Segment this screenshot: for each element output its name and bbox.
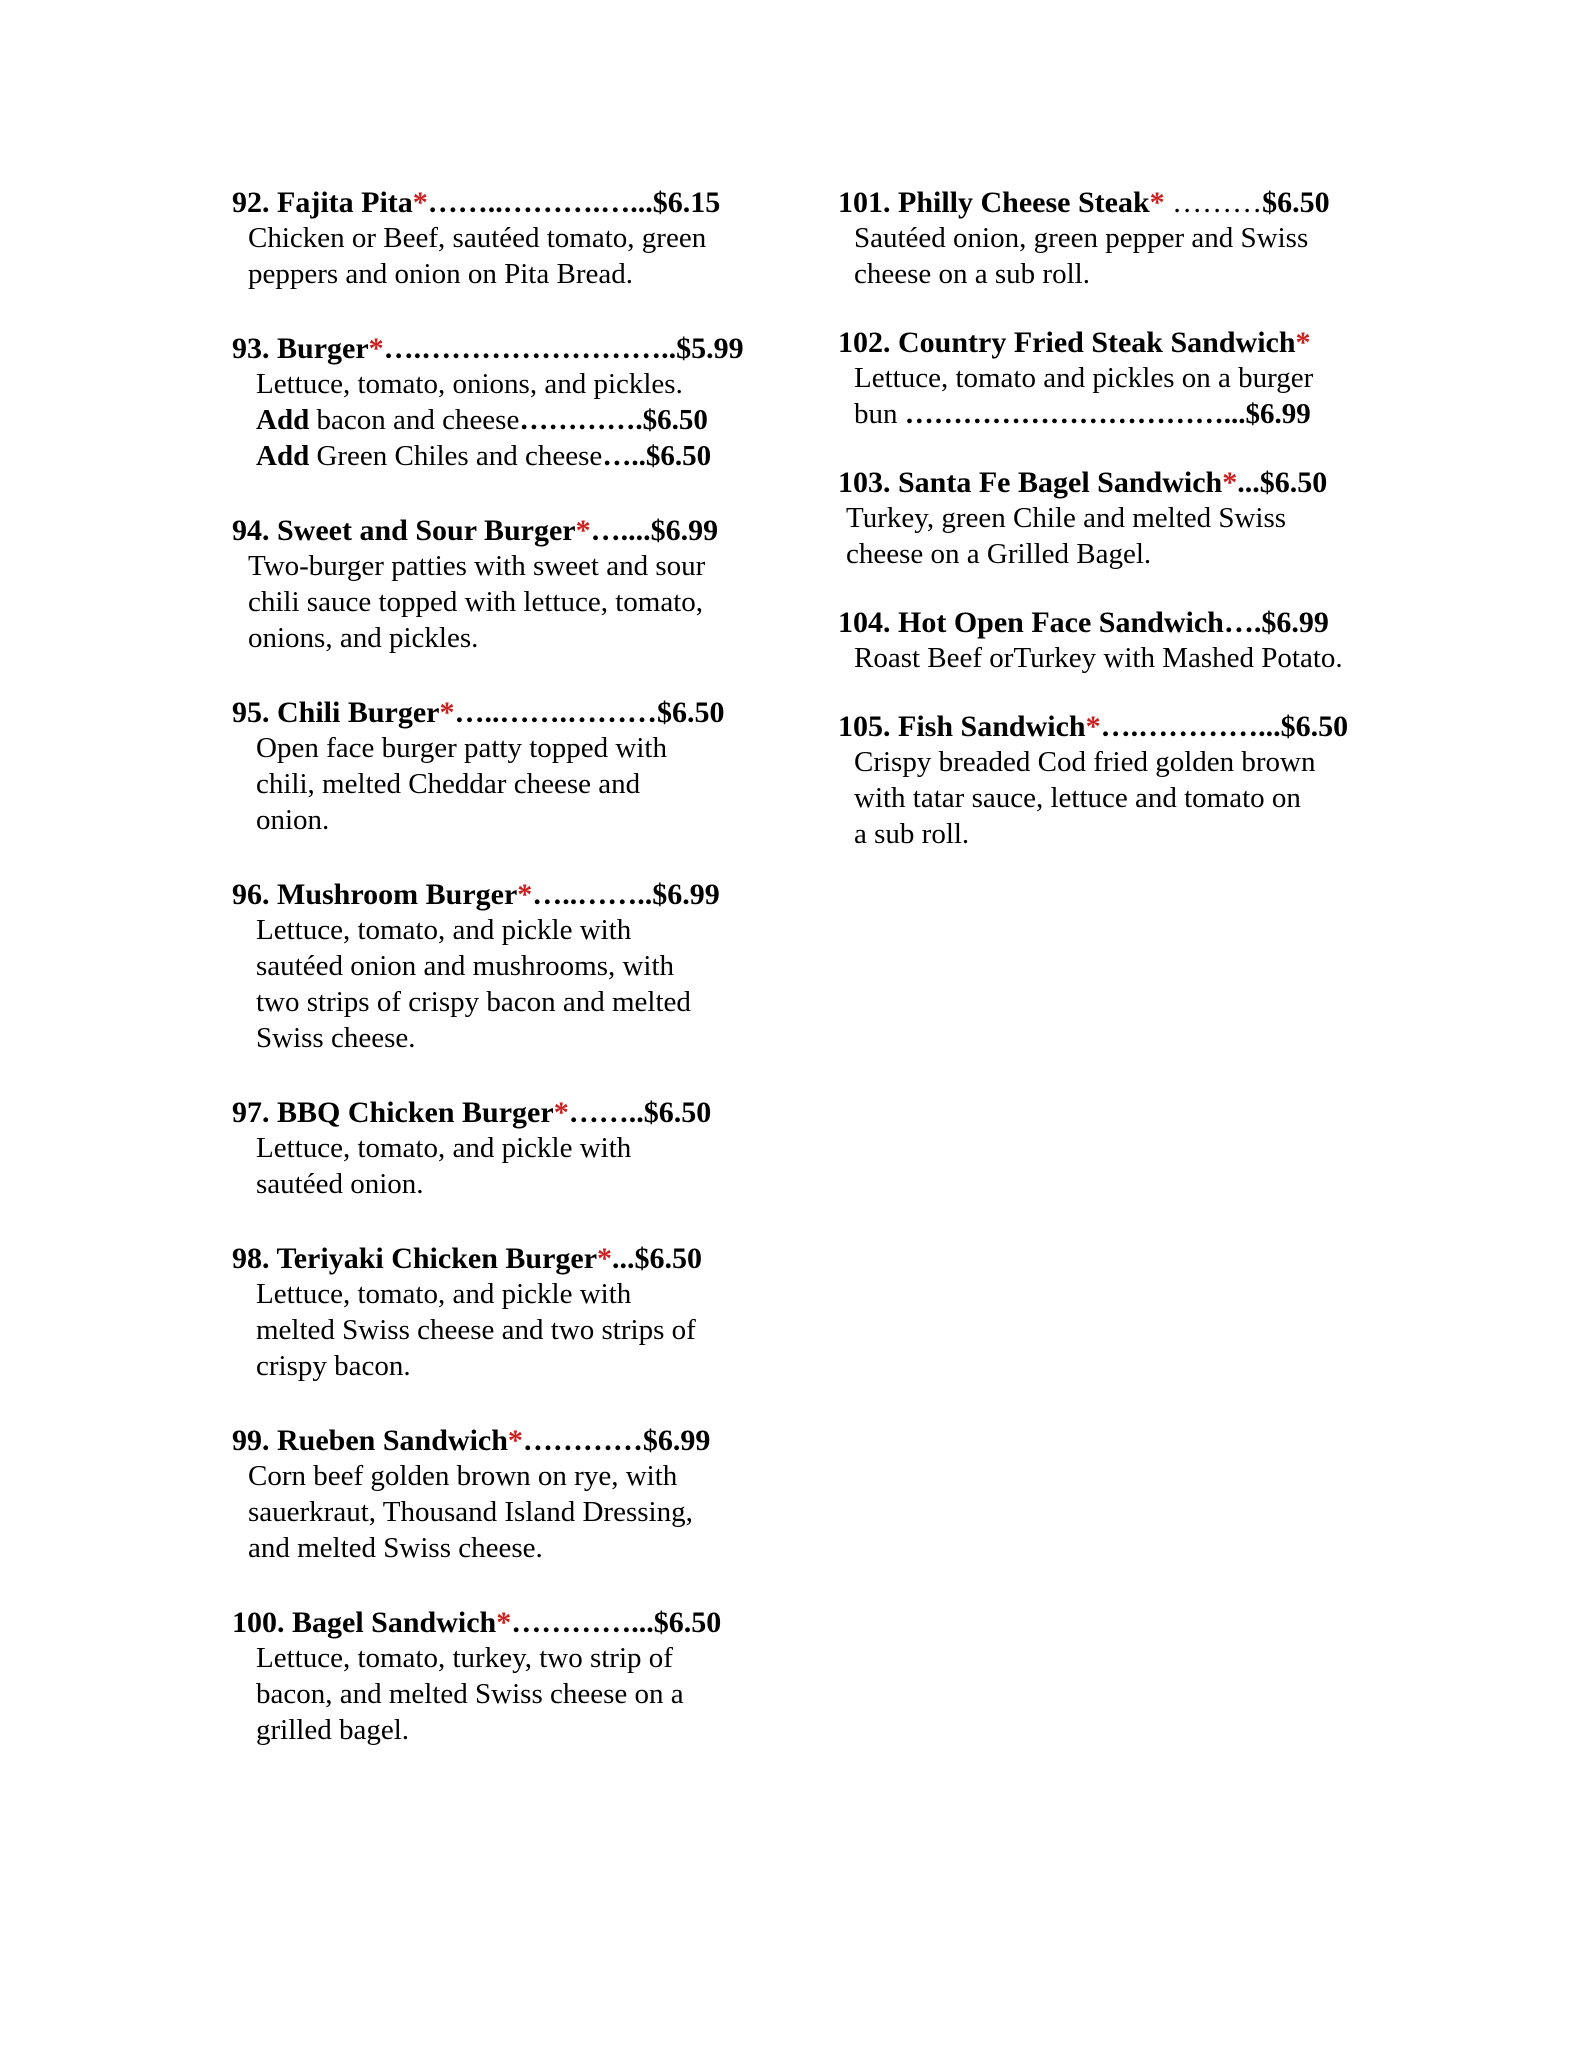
item-description: cheese on a sub roll. (854, 258, 1090, 290)
item-description: onion. (256, 804, 330, 836)
item-description: sautéed onion and mushrooms, with (256, 950, 675, 982)
item-description: Swiss cheese. (256, 1022, 416, 1054)
item-description: Open face burger patty topped with (256, 732, 667, 764)
item-description: Lettuce, tomato, and pickle with (256, 914, 632, 946)
left-column (232, 186, 772, 1748)
item-heading: 92. Fajita Pita*……..……….…...$6.15 (232, 186, 721, 219)
item-description: Two-burger patties with sweet and sour (248, 550, 706, 582)
item-description: Sautéed onion, green pepper and Swiss (854, 222, 1309, 254)
item-description: onions, and pickles. (248, 622, 479, 654)
right-column (838, 186, 1398, 852)
menu-item-103 (838, 466, 1398, 572)
item-description: Lettuce, tomato and pickles on a burger (854, 362, 1314, 394)
item-heading: 95. Chili Burger*…..…….………$6.50 (232, 696, 725, 729)
menu-item-92 (232, 186, 772, 292)
addon-line: Add bacon and cheese………….$6.50 (256, 404, 708, 436)
item-description: Lettuce, tomato, and pickle with (256, 1132, 632, 1164)
item-description: Lettuce, tomato, onions, and pickles. (256, 368, 683, 400)
item-heading: 93. Burger*….……………………..$5.99 (232, 332, 744, 365)
menu-item-100 (232, 1606, 772, 1748)
item-description: grilled bagel. (256, 1714, 410, 1746)
item-description: Lettuce, tomato, and pickle with (256, 1278, 632, 1310)
item-description: Lettuce, tomato, turkey, two strip of (256, 1642, 673, 1674)
menu-item-95 (232, 696, 772, 838)
item-description: bun ……………………………...$6.99 (854, 398, 1311, 430)
menu-item-93 (232, 332, 772, 474)
menu-item-99 (232, 1424, 772, 1566)
item-description: with tatar sauce, lettuce and tomato on (854, 782, 1301, 814)
menu-item-102 (838, 326, 1398, 432)
item-description: a sub roll. (854, 818, 970, 850)
item-description: bacon, and melted Swiss cheese on a (256, 1678, 684, 1710)
menu-item-104 (838, 606, 1398, 676)
menu-item-94 (232, 514, 772, 656)
item-heading: 100. Bagel Sandwich*…………...$6.50 (232, 1606, 722, 1639)
item-description: and melted Swiss cheese. (248, 1532, 543, 1564)
item-description: Crispy breaded Cod fried golden brown (854, 746, 1316, 778)
item-heading: 104. Hot Open Face Sandwich….$6.99 (838, 606, 1329, 639)
item-heading: 99. Rueben Sandwich*…………$6.99 (232, 1424, 711, 1457)
item-description: chili, melted Cheddar cheese and (256, 768, 641, 800)
item-description: Roast Beef orTurkey with Mashed Potato. (854, 642, 1343, 674)
item-heading: 96. Mushroom Burger*…..……..$6.99 (232, 878, 720, 911)
item-heading: 98. Teriyaki Chicken Burger*...$6.50 (232, 1242, 703, 1275)
item-heading: 94. Sweet and Sour Burger*…....$6.99 (232, 514, 719, 547)
item-heading: 103. Santa Fe Bagel Sandwich*...$6.50 (838, 466, 1328, 499)
item-description: chili sauce topped with lettuce, tomato, (248, 586, 704, 618)
item-description: crispy bacon. (256, 1350, 411, 1382)
item-description: peppers and onion on Pita Bread. (248, 258, 633, 290)
item-heading: 105. Fish Sandwich*….…………...$6.50 (838, 710, 1349, 743)
item-description: two strips of crispy bacon and melted (256, 986, 691, 1018)
item-heading: 102. Country Fried Steak Sandwich* (838, 326, 1311, 359)
menu-item-101 (838, 186, 1398, 292)
menu-item-96 (232, 878, 772, 1056)
item-description: Corn beef golden brown on rye, with (248, 1460, 678, 1492)
menu-item-98 (232, 1242, 772, 1384)
menu-item-105 (838, 710, 1398, 852)
menu-item-97 (232, 1096, 772, 1202)
item-description: melted Swiss cheese and two strips of (256, 1314, 696, 1346)
item-description: cheese on a Grilled Bagel. (846, 538, 1152, 570)
addon-line: Add Green Chiles and cheese…..$6.50 (256, 440, 712, 472)
item-heading: 101. Philly Cheese Steak* ………$6.50 (838, 186, 1330, 219)
item-description: sauerkraut, Thousand Island Dressing, (248, 1496, 693, 1528)
item-description: sautéed onion. (256, 1168, 424, 1200)
item-heading: 97. BBQ Chicken Burger*……..$6.50 (232, 1096, 712, 1129)
item-description: Chicken or Beef, sautéed tomato, green (248, 222, 707, 254)
item-description: Turkey, green Chile and melted Swiss (846, 502, 1287, 534)
